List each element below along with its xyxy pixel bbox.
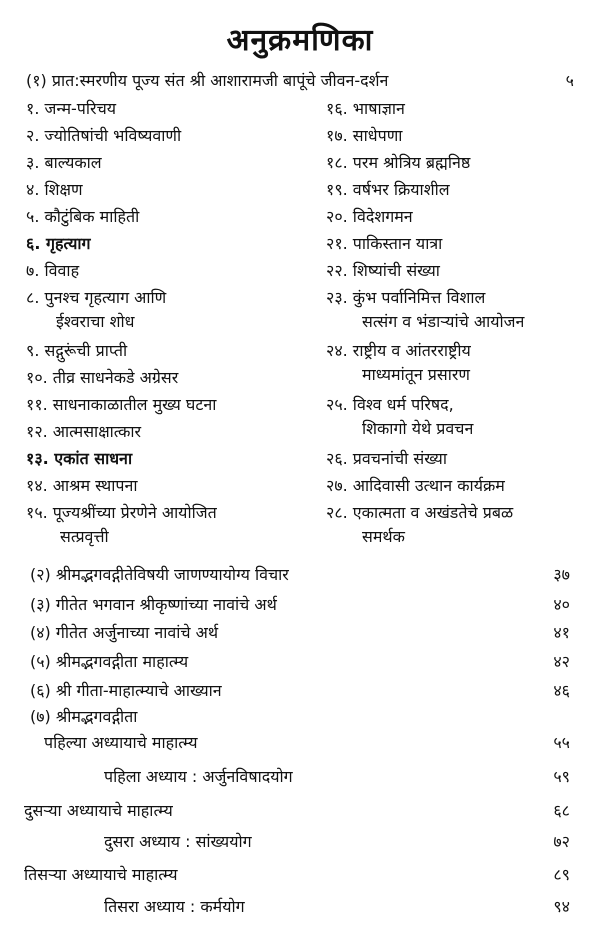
toc-section-page: ५९ <box>553 767 570 786</box>
toc-section-page: ५५ <box>553 733 570 752</box>
toc-item-continuation: माध्यमांतून प्रसारण <box>362 365 470 384</box>
toc-item: १. जन्म-परिचय <box>26 99 117 118</box>
toc-item: २०. विदेशगमन <box>326 207 413 226</box>
toc-item-continuation: सत्संग व भंडाऱ्यांचे आयोजन <box>362 312 525 331</box>
toc-item: ३. बाल्यकाल <box>26 153 102 172</box>
toc-item: ७. विवाह <box>26 261 80 280</box>
toc-section-label: (४) गीतेत अर्जुनाच्या नावांचे अर्थ <box>30 623 219 642</box>
toc-item: १५. पूज्यश्रींच्या प्रेरणेने आयोजित <box>26 503 217 522</box>
toc-section-page: ३७ <box>553 565 570 584</box>
toc-item: २४. राष्ट्रीय व आंतरराष्ट्रीय <box>326 341 471 360</box>
toc-item: ८. पुनश्च गृहत्याग आणि <box>26 288 167 307</box>
toc-section-1-label: (१) प्रात:स्मरणीय पूज्य संत श्री आशारामजी बापूंचे जीवन-दर्शन <box>26 71 389 90</box>
toc-section-label: तिसरा अध्याय : कर्मयोग <box>104 897 245 916</box>
toc-item-continuation: ईश्वराचा शोध <box>56 312 135 331</box>
toc-item: १७. साधेपणा <box>326 126 403 145</box>
toc-item: १३. एकांत साधना <box>26 449 133 468</box>
toc-section-page: ४१ <box>553 623 570 642</box>
toc-item: १८. परम श्रोत्रिय ब्रह्मनिष्ठ <box>326 153 471 172</box>
toc-section-label: (७) श्रीमद्भगवद्गीता <box>30 707 138 726</box>
toc-item: २. ज्योतिषांची भविष्यवाणी <box>26 126 182 145</box>
toc-item: १२. आत्मसाक्षात्कार <box>26 422 142 441</box>
toc-section-label: तिसऱ्या अध्यायाचे माहात्म्य <box>24 865 178 884</box>
toc-item-continuation: समर्थक <box>362 527 405 546</box>
toc-item: १९. वर्षभर क्रियाशील <box>326 180 450 199</box>
toc-section-page: ८९ <box>553 865 570 884</box>
toc-item: २२. शिष्यांची संख्या <box>326 261 440 280</box>
toc-item: ४. शिक्षण <box>26 180 83 199</box>
page-title: अनुक्रमणिका <box>226 23 374 58</box>
toc-item: २८. एकात्मता व अखंडतेचे प्रबळ <box>326 503 514 522</box>
toc-item: २१. पाकिस्तान यात्रा <box>326 234 443 253</box>
toc-section-page: ७२ <box>553 832 570 851</box>
toc-item: १४. आश्रम स्थापना <box>26 476 138 495</box>
toc-item: ५. कौटुंबिक माहिती <box>26 207 140 226</box>
toc-section-label: पहिला अध्याय : अर्जुनविषादयोग <box>104 767 293 786</box>
toc-section-label: (५) श्रीमद्भगवद्गीता माहात्म्य <box>30 652 189 671</box>
toc-item: १०. तीव्र साधनेकडे अग्रेसर <box>26 368 179 387</box>
toc-section-label: (३) गीतेत भगवान श्रीकृष्णांच्या नावांचे अर्थ <box>30 595 277 614</box>
toc-item: ६. गृहत्याग <box>26 234 91 253</box>
toc-item: २५. विश्व धर्म परिषद, <box>326 395 454 414</box>
toc-section-page: ६८ <box>553 801 570 820</box>
toc-item: २७. आदिवासी उत्थान कार्यक्रम <box>326 476 505 495</box>
toc-section-label: (२) श्रीमद्भगवद्गीतेविषयी जाणण्यायोग्य विचार <box>30 565 289 584</box>
toc-item: ११. साधनाकाळातील मुख्य घटना <box>26 395 217 414</box>
toc-section-label: (६) श्री गीता-माहात्म्याचे आख्यान <box>30 681 222 700</box>
toc-item: २३. कुंभ पर्वानिमित्त विशाल <box>326 288 486 307</box>
toc-section-page: ४२ <box>553 652 570 671</box>
toc-section-page: ९४ <box>553 897 570 916</box>
toc-item: ९. सद्गुरूंची प्राप्ती <box>26 341 128 360</box>
toc-section-page: ४६ <box>553 681 570 700</box>
toc-section-page: ४० <box>553 595 570 614</box>
toc-item: २६. प्रवचनांची संख्या <box>326 449 447 468</box>
toc-section-label: पहिल्या अध्यायाचे माहात्म्य <box>44 733 198 752</box>
toc-section-label: दुसऱ्या अध्यायाचे माहात्म्य <box>24 801 173 820</box>
toc-item: १६. भाषाज्ञान <box>326 99 405 118</box>
toc-item-continuation: शिकागो येथे प्रवचन <box>362 419 474 438</box>
toc-section-label: दुसरा अध्याय : सांख्ययोग <box>104 832 252 851</box>
toc-section-1-page: ५ <box>565 71 574 90</box>
toc-item-continuation: सत्प्रवृत्ती <box>60 527 109 546</box>
